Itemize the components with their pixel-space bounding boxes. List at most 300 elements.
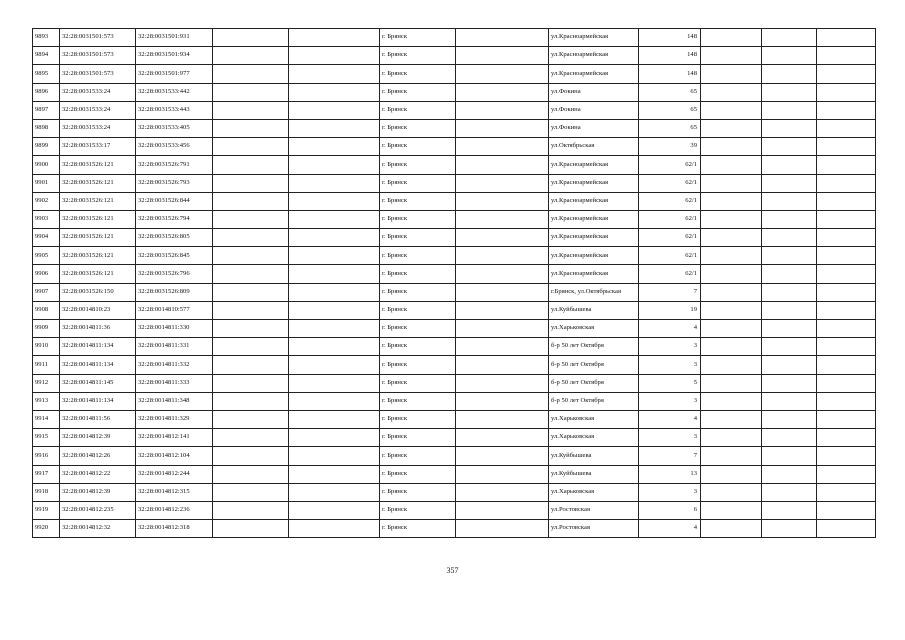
- object-cadastral-cell: 32:28:0014811:331: [136, 338, 213, 356]
- table-row: [33, 101, 876, 119]
- table-row: [33, 320, 876, 338]
- empty-cell: [762, 283, 817, 301]
- city-cell: г. Брянск: [380, 47, 456, 65]
- land-parcel-cadastral-cell: 32:28:0031533:24: [60, 83, 136, 101]
- empty-cell: [817, 47, 876, 65]
- land-parcel-cadastral-cell: 32:28:0031533:24: [60, 101, 136, 119]
- empty-cell: [456, 83, 549, 101]
- city-cell: г. Брянск: [380, 119, 456, 137]
- empty-cell: [456, 410, 549, 428]
- empty-cell: [817, 101, 876, 119]
- object-cadastral-cell: 32:28:0014812:318: [136, 520, 213, 538]
- empty-cell: [289, 338, 380, 356]
- row-number-cell: 9901: [33, 174, 60, 192]
- empty-cell: [213, 47, 289, 65]
- row-number-cell: 9909: [33, 320, 60, 338]
- empty-cell: [213, 283, 289, 301]
- empty-cell: [213, 501, 289, 519]
- empty-cell: [817, 410, 876, 428]
- empty-cell: [701, 356, 762, 374]
- house-number-cell: 13: [639, 465, 701, 483]
- empty-cell: [701, 465, 762, 483]
- empty-cell: [762, 247, 817, 265]
- object-cadastral-cell: 32:28:0031501:931: [136, 29, 213, 47]
- empty-cell: [456, 465, 549, 483]
- empty-cell: [701, 338, 762, 356]
- empty-cell: [456, 483, 549, 501]
- empty-cell: [213, 374, 289, 392]
- empty-cell: [762, 447, 817, 465]
- object-cadastral-cell: 32:28:0031526:794: [136, 210, 213, 228]
- row-number-cell: 9895: [33, 65, 60, 83]
- land-parcel-cadastral-cell: 32:28:0014810:23: [60, 301, 136, 319]
- empty-cell: [456, 210, 549, 228]
- empty-cell: [817, 465, 876, 483]
- house-number-cell: 148: [639, 29, 701, 47]
- empty-cell: [213, 392, 289, 410]
- empty-cell: [289, 501, 380, 519]
- empty-cell: [701, 138, 762, 156]
- city-cell: г. Брянск: [380, 501, 456, 519]
- object-cadastral-cell: 32:28:0031533:442: [136, 83, 213, 101]
- table-row: [33, 138, 876, 156]
- land-parcel-cadastral-cell: 32:28:0014812:22: [60, 465, 136, 483]
- table-row: [33, 83, 876, 101]
- empty-cell: [289, 83, 380, 101]
- empty-cell: [289, 138, 380, 156]
- object-cadastral-cell: 32:28:0031526:793: [136, 174, 213, 192]
- empty-cell: [456, 156, 549, 174]
- row-number-cell: 9893: [33, 29, 60, 47]
- empty-cell: [456, 138, 549, 156]
- house-number-cell: 62/1: [639, 192, 701, 210]
- empty-cell: [762, 320, 817, 338]
- empty-cell: [289, 247, 380, 265]
- row-number-cell: 9914: [33, 410, 60, 428]
- city-cell: г. Брянск: [380, 210, 456, 228]
- city-cell: г. Брянск: [380, 447, 456, 465]
- empty-cell: [701, 483, 762, 501]
- street-cell: ул.Харьковская: [549, 410, 639, 428]
- empty-cell: [456, 283, 549, 301]
- empty-cell: [289, 101, 380, 119]
- empty-cell: [456, 301, 549, 319]
- empty-cell: [762, 119, 817, 137]
- table-row: [33, 210, 876, 228]
- street-cell: ул.Харьковская: [549, 320, 639, 338]
- empty-cell: [213, 247, 289, 265]
- empty-cell: [289, 520, 380, 538]
- row-number-cell: 9919: [33, 501, 60, 519]
- empty-cell: [817, 429, 876, 447]
- street-cell: ул.Красноармейская: [549, 65, 639, 83]
- object-cadastral-cell: 32:28:0031501:977: [136, 65, 213, 83]
- empty-cell: [817, 392, 876, 410]
- empty-cell: [456, 338, 549, 356]
- object-cadastral-cell: 32:28:0014812:244: [136, 465, 213, 483]
- empty-cell: [817, 229, 876, 247]
- house-number-cell: 3: [639, 483, 701, 501]
- empty-cell: [213, 156, 289, 174]
- empty-cell: [701, 210, 762, 228]
- row-number-cell: 9898: [33, 119, 60, 137]
- object-cadastral-cell: 32:28:0014810:577: [136, 301, 213, 319]
- row-number-cell: 9904: [33, 229, 60, 247]
- table-row: [33, 465, 876, 483]
- empty-cell: [289, 410, 380, 428]
- empty-cell: [456, 174, 549, 192]
- empty-cell: [762, 483, 817, 501]
- house-number-cell: 39: [639, 138, 701, 156]
- empty-cell: [817, 192, 876, 210]
- empty-cell: [213, 320, 289, 338]
- empty-cell: [456, 192, 549, 210]
- table-row: [33, 429, 876, 447]
- empty-cell: [456, 392, 549, 410]
- object-cadastral-cell: 32:28:0014811:332: [136, 356, 213, 374]
- empty-cell: [456, 229, 549, 247]
- empty-cell: [762, 83, 817, 101]
- empty-cell: [213, 210, 289, 228]
- row-number-cell: 9915: [33, 429, 60, 447]
- empty-cell: [762, 410, 817, 428]
- land-parcel-cadastral-cell: 32:28:0014811:36: [60, 320, 136, 338]
- empty-cell: [762, 501, 817, 519]
- empty-cell: [289, 192, 380, 210]
- city-cell: г. Брянск: [380, 138, 456, 156]
- row-number-cell: 9897: [33, 101, 60, 119]
- city-cell: г. Брянск: [380, 374, 456, 392]
- empty-cell: [817, 283, 876, 301]
- city-cell: г. Брянск: [380, 320, 456, 338]
- house-number-cell: 3: [639, 338, 701, 356]
- empty-cell: [289, 283, 380, 301]
- street-cell: б-р 50 лет Октября: [549, 392, 639, 410]
- land-parcel-cadastral-cell: 32:28:0014811:134: [60, 338, 136, 356]
- empty-cell: [701, 392, 762, 410]
- land-parcel-cadastral-cell: 32:28:0014812:39: [60, 429, 136, 447]
- street-cell: ул.Харьковская: [549, 429, 639, 447]
- empty-cell: [762, 138, 817, 156]
- empty-cell: [456, 520, 549, 538]
- table-row: [33, 47, 876, 65]
- empty-cell: [289, 429, 380, 447]
- empty-cell: [289, 156, 380, 174]
- empty-cell: [817, 156, 876, 174]
- street-cell: г.Брянск, ул.Октябрьская: [549, 283, 639, 301]
- city-cell: г. Брянск: [380, 192, 456, 210]
- empty-cell: [701, 429, 762, 447]
- table-row: [33, 229, 876, 247]
- empty-cell: [213, 338, 289, 356]
- empty-cell: [289, 265, 380, 283]
- empty-cell: [762, 338, 817, 356]
- row-number-cell: 9894: [33, 47, 60, 65]
- house-number-cell: 4: [639, 410, 701, 428]
- empty-cell: [762, 29, 817, 47]
- object-cadastral-cell: 32:28:0031533:456: [136, 138, 213, 156]
- row-number-cell: 9905: [33, 247, 60, 265]
- row-number-cell: 9920: [33, 520, 60, 538]
- empty-cell: [456, 65, 549, 83]
- empty-cell: [762, 174, 817, 192]
- house-number-cell: 62/1: [639, 174, 701, 192]
- object-cadastral-cell: 32:28:0031533:443: [136, 101, 213, 119]
- house-number-cell: 3: [639, 392, 701, 410]
- empty-cell: [701, 65, 762, 83]
- table-row: [33, 447, 876, 465]
- land-parcel-cadastral-cell: 32:28:0031501:573: [60, 65, 136, 83]
- empty-cell: [817, 374, 876, 392]
- object-cadastral-cell: 32:28:0031526:796: [136, 265, 213, 283]
- table-row: [33, 374, 876, 392]
- empty-cell: [456, 101, 549, 119]
- empty-cell: [289, 374, 380, 392]
- table-row: [33, 283, 876, 301]
- city-cell: г. Брянск: [380, 483, 456, 501]
- object-cadastral-cell: 32:28:0031533:405: [136, 119, 213, 137]
- empty-cell: [762, 101, 817, 119]
- street-cell: ул.Красноармейская: [549, 265, 639, 283]
- empty-cell: [456, 47, 549, 65]
- empty-cell: [762, 210, 817, 228]
- empty-cell: [289, 465, 380, 483]
- land-parcel-cadastral-cell: 32:28:0014812:26: [60, 447, 136, 465]
- city-cell: г. Брянск: [380, 410, 456, 428]
- street-cell: б-р 50 лет Октября: [549, 356, 639, 374]
- city-cell: г. Брянск: [380, 229, 456, 247]
- table-row: [33, 501, 876, 519]
- row-number-cell: 9912: [33, 374, 60, 392]
- empty-cell: [762, 229, 817, 247]
- row-number-cell: 9908: [33, 301, 60, 319]
- empty-cell: [213, 520, 289, 538]
- street-cell: ул.Красноармейская: [549, 247, 639, 265]
- empty-cell: [701, 29, 762, 47]
- empty-cell: [817, 483, 876, 501]
- house-number-cell: 6: [639, 501, 701, 519]
- empty-cell: [213, 265, 289, 283]
- empty-cell: [817, 83, 876, 101]
- empty-cell: [289, 174, 380, 192]
- row-number-cell: 9899: [33, 138, 60, 156]
- empty-cell: [213, 174, 289, 192]
- city-cell: г. Брянск: [380, 465, 456, 483]
- land-parcel-cadastral-cell: 32:28:0031526:121: [60, 174, 136, 192]
- object-cadastral-cell: 32:28:0031526:844: [136, 192, 213, 210]
- row-number-cell: 9917: [33, 465, 60, 483]
- empty-cell: [456, 429, 549, 447]
- empty-cell: [213, 138, 289, 156]
- registry-table: [32, 28, 876, 538]
- table-row: [33, 174, 876, 192]
- city-cell: г. Брянск: [380, 174, 456, 192]
- empty-cell: [762, 65, 817, 83]
- table-row: [33, 192, 876, 210]
- street-cell: ул.Куйбышева: [549, 465, 639, 483]
- table-row: [33, 356, 876, 374]
- land-parcel-cadastral-cell: 32:28:0014811:134: [60, 356, 136, 374]
- house-number-cell: 5: [639, 374, 701, 392]
- empty-cell: [289, 356, 380, 374]
- object-cadastral-cell: 32:28:0014812:236: [136, 501, 213, 519]
- street-cell: ул.Октябрьская: [549, 138, 639, 156]
- empty-cell: [817, 119, 876, 137]
- object-cadastral-cell: 32:28:0014811:348: [136, 392, 213, 410]
- empty-cell: [817, 265, 876, 283]
- empty-cell: [213, 229, 289, 247]
- empty-cell: [762, 392, 817, 410]
- street-cell: ул.Ростовская: [549, 520, 639, 538]
- land-parcel-cadastral-cell: 32:28:0031533:17: [60, 138, 136, 156]
- empty-cell: [701, 301, 762, 319]
- street-cell: ул.Красноармейская: [549, 156, 639, 174]
- empty-cell: [762, 301, 817, 319]
- row-number-cell: 9910: [33, 338, 60, 356]
- land-parcel-cadastral-cell: 32:28:0031526:121: [60, 210, 136, 228]
- street-cell: ул.Харьковская: [549, 483, 639, 501]
- land-parcel-cadastral-cell: 32:28:0014812:235: [60, 501, 136, 519]
- empty-cell: [289, 229, 380, 247]
- house-number-cell: 62/1: [639, 229, 701, 247]
- row-number-cell: 9900: [33, 156, 60, 174]
- house-number-cell: 19: [639, 301, 701, 319]
- city-cell: г. Брянск: [380, 156, 456, 174]
- street-cell: ул.Красноармейская: [549, 229, 639, 247]
- empty-cell: [817, 501, 876, 519]
- table-row: [33, 29, 876, 47]
- empty-cell: [701, 374, 762, 392]
- street-cell: ул.Красноармейская: [549, 210, 639, 228]
- empty-cell: [817, 29, 876, 47]
- street-cell: ул.Куйбышева: [549, 301, 639, 319]
- row-number-cell: 9896: [33, 83, 60, 101]
- land-parcel-cadastral-cell: 32:28:0031501:573: [60, 29, 136, 47]
- empty-cell: [701, 156, 762, 174]
- land-parcel-cadastral-cell: 32:28:0014811:56: [60, 410, 136, 428]
- empty-cell: [762, 465, 817, 483]
- object-cadastral-cell: 32:28:0014811:330: [136, 320, 213, 338]
- table-row: [33, 156, 876, 174]
- empty-cell: [213, 192, 289, 210]
- registry-table-body: [33, 29, 876, 538]
- empty-cell: [701, 410, 762, 428]
- house-number-cell: 148: [639, 65, 701, 83]
- empty-cell: [213, 483, 289, 501]
- object-cadastral-cell: 32:28:0031526:809: [136, 283, 213, 301]
- street-cell: ул.Фокина: [549, 119, 639, 137]
- empty-cell: [701, 174, 762, 192]
- empty-cell: [456, 247, 549, 265]
- table-row: [33, 338, 876, 356]
- empty-cell: [456, 29, 549, 47]
- empty-cell: [213, 356, 289, 374]
- row-number-cell: 9918: [33, 483, 60, 501]
- land-parcel-cadastral-cell: 32:28:0014811:134: [60, 392, 136, 410]
- empty-cell: [762, 374, 817, 392]
- table-row: [33, 265, 876, 283]
- city-cell: г. Брянск: [380, 301, 456, 319]
- empty-cell: [701, 283, 762, 301]
- empty-cell: [213, 410, 289, 428]
- empty-cell: [762, 356, 817, 374]
- empty-cell: [289, 47, 380, 65]
- page-number: 357: [446, 566, 459, 575]
- empty-cell: [701, 247, 762, 265]
- empty-cell: [456, 265, 549, 283]
- house-number-cell: 148: [639, 47, 701, 65]
- empty-cell: [456, 320, 549, 338]
- house-number-cell: 65: [639, 101, 701, 119]
- empty-cell: [701, 520, 762, 538]
- empty-cell: [817, 174, 876, 192]
- empty-cell: [817, 320, 876, 338]
- empty-cell: [701, 192, 762, 210]
- house-number-cell: 4: [639, 320, 701, 338]
- empty-cell: [213, 29, 289, 47]
- empty-cell: [762, 47, 817, 65]
- street-cell: б-р 50 лет Октября: [549, 338, 639, 356]
- empty-cell: [701, 47, 762, 65]
- empty-cell: [289, 301, 380, 319]
- object-cadastral-cell: 32:28:0014812:315: [136, 483, 213, 501]
- empty-cell: [456, 356, 549, 374]
- house-number-cell: 65: [639, 83, 701, 101]
- empty-cell: [762, 429, 817, 447]
- street-cell: ул.Красноармейская: [549, 47, 639, 65]
- city-cell: г. Брянск: [380, 338, 456, 356]
- land-parcel-cadastral-cell: 32:28:0031526:150: [60, 283, 136, 301]
- object-cadastral-cell: 32:28:0014812:104: [136, 447, 213, 465]
- object-cadastral-cell: 32:28:0014811:333: [136, 374, 213, 392]
- row-number-cell: 9911: [33, 356, 60, 374]
- object-cadastral-cell: 32:28:0031526:791: [136, 156, 213, 174]
- city-cell: г. Брянск: [380, 29, 456, 47]
- empty-cell: [817, 247, 876, 265]
- empty-cell: [289, 392, 380, 410]
- city-cell: г. Брянск: [380, 265, 456, 283]
- house-number-cell: 3: [639, 356, 701, 374]
- empty-cell: [213, 101, 289, 119]
- empty-cell: [817, 65, 876, 83]
- table-row: [33, 119, 876, 137]
- empty-cell: [817, 356, 876, 374]
- land-parcel-cadastral-cell: 32:28:0014812:32: [60, 520, 136, 538]
- empty-cell: [289, 320, 380, 338]
- house-number-cell: 62/1: [639, 265, 701, 283]
- empty-cell: [456, 501, 549, 519]
- empty-cell: [762, 265, 817, 283]
- city-cell: г. Брянск: [380, 83, 456, 101]
- street-cell: ул.Ростовская: [549, 501, 639, 519]
- house-number-cell: 62/1: [639, 210, 701, 228]
- empty-cell: [701, 101, 762, 119]
- street-cell: ул.Красноармейская: [549, 192, 639, 210]
- empty-cell: [817, 447, 876, 465]
- row-number-cell: 9906: [33, 265, 60, 283]
- land-parcel-cadastral-cell: 32:28:0031526:121: [60, 265, 136, 283]
- empty-cell: [762, 192, 817, 210]
- empty-cell: [817, 301, 876, 319]
- empty-cell: [456, 447, 549, 465]
- empty-cell: [456, 119, 549, 137]
- empty-cell: [289, 483, 380, 501]
- empty-cell: [817, 520, 876, 538]
- table-row: [33, 410, 876, 428]
- land-parcel-cadastral-cell: 32:28:0031526:121: [60, 229, 136, 247]
- city-cell: г. Брянск: [380, 101, 456, 119]
- empty-cell: [701, 83, 762, 101]
